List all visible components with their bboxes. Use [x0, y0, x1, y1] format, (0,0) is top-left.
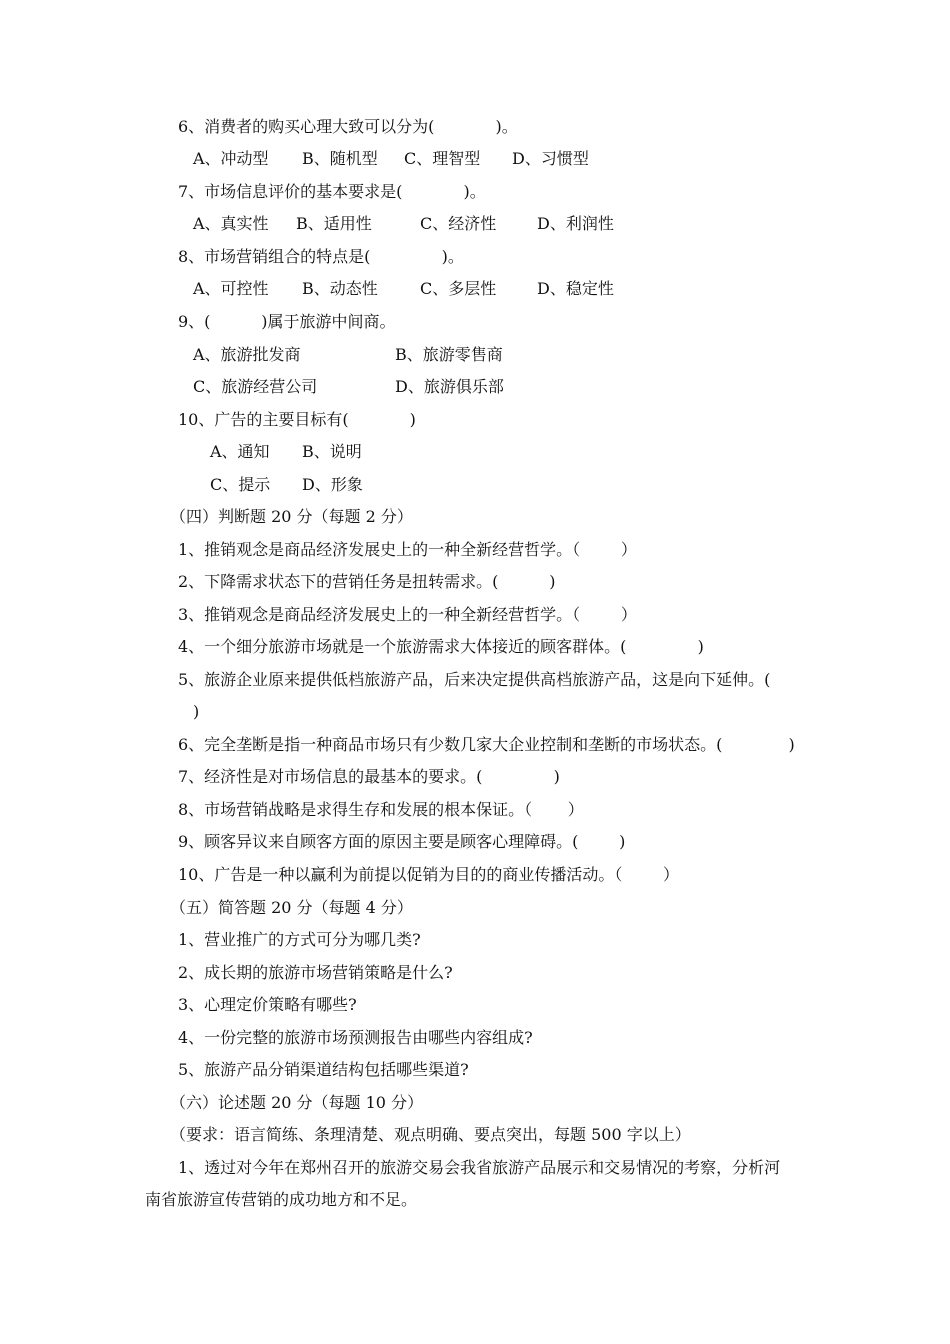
essay-item-1: 1、透过对今年在郑州召开的旅游交易会我省旅游产品展示和交易情况的考察，分析河 [178, 1158, 781, 1177]
short-answer-item-5: 5、旅游产品分销渠道结构包括哪些渠道? [178, 1060, 469, 1079]
option-c: C、理智型 [404, 149, 481, 168]
short-answer-item-1: 1、营业推广的方式可分为哪几类? [178, 930, 421, 949]
question-10-options-ab [0, 442, 950, 462]
option-a: A、可控性 [193, 279, 269, 298]
judge-item-1: 1、推销观念是商品经济发展史上的一种全新经营哲学。（ ） [178, 540, 637, 559]
judge-section-heading: （四）判断题 20 分（每题 2 分） [170, 507, 413, 526]
question-6: 6、消费者的购买心理大致可以分为( )。 [178, 117, 518, 136]
short-answer-item-3: 3、心理定价策略有哪些? [178, 995, 357, 1014]
option-a: A、通知 [210, 442, 270, 461]
judge-item-5-continued: ) [193, 702, 200, 721]
question-9-options-ab [0, 345, 950, 365]
essay-item-1-continued: 南省旅游宣传营销的成功地方和不足。 [145, 1190, 418, 1209]
option-b: B、动态性 [302, 279, 378, 298]
option-c: C、提示 [210, 475, 271, 494]
option-c: C、旅游经营公司 [193, 377, 318, 396]
option-d: D、旅游俱乐部 [395, 377, 504, 396]
question-8-options [0, 279, 950, 299]
option-b: B、说明 [302, 442, 362, 461]
option-b: B、随机型 [302, 149, 378, 168]
short-answer-item-2: 2、成长期的旅游市场营销策略是什么? [178, 963, 453, 982]
question-10: 10、广告的主要目标有( ) [178, 410, 416, 429]
option-d: D、习惯型 [512, 149, 589, 168]
option-a: A、冲动型 [193, 149, 269, 168]
option-c: C、经济性 [420, 214, 497, 233]
question-6-options [0, 149, 950, 169]
judge-item-6: 6、完全垄断是指一种商品市场只有少数几家大企业控制和垄断的市场状态。( ) [178, 735, 795, 754]
option-a: A、真实性 [193, 214, 269, 233]
option-d: D、稳定性 [537, 279, 614, 298]
question-7: 7、市场信息评价的基本要求是( )。 [178, 182, 486, 201]
option-d: D、形象 [302, 475, 363, 494]
question-8: 8、市场营销组合的特点是( )。 [178, 247, 464, 266]
option-c: C、多层性 [420, 279, 497, 298]
judge-item-7: 7、经济性是对市场信息的最基本的要求。( ) [178, 767, 560, 786]
question-9: 9、( )属于旅游中间商。 [178, 312, 396, 331]
option-b: B、旅游零售商 [395, 345, 503, 364]
judge-item-8: 8、市场营销战略是求得生存和发展的根本保证。（ ） [178, 800, 584, 819]
judge-item-2: 2、下降需求状态下的营销任务是扭转需求。( ) [178, 572, 556, 591]
judge-item-4: 4、一个细分旅游市场就是一个旅游需求大体接近的顾客群体。( ) [178, 637, 704, 656]
judge-item-5: 5、旅游企业原来提供低档旅游产品，后来决定提供高档旅游产品，这是向下延伸。( [178, 670, 771, 689]
short-answer-section-heading: （五）简答题 20 分（每题 4 分） [170, 898, 413, 917]
option-a: A、旅游批发商 [193, 345, 301, 364]
question-7-options [0, 214, 950, 234]
option-d: D、利润性 [537, 214, 614, 233]
judge-item-10: 10、广告是一种以赢利为前提以促销为目的的商业传播活动。（ ） [178, 865, 680, 884]
essay-requirement: （要求：语言简练、条理清楚、观点明确、要点突出，每题 500 字以上） [170, 1125, 691, 1144]
judge-item-3: 3、推销观念是商品经济发展史上的一种全新经营哲学。（ ） [178, 605, 637, 624]
judge-item-9: 9、顾客异议来自顾客方面的原因主要是顾客心理障碍。( ) [178, 832, 626, 851]
short-answer-item-4: 4、一份完整的旅游市场预测报告由哪些内容组成? [178, 1028, 533, 1047]
essay-section-heading: （六）论述题 20 分（每题 10 分） [170, 1093, 424, 1112]
question-10-options-cd [0, 475, 950, 495]
option-b: B、适用性 [296, 214, 372, 233]
question-9-options-cd [0, 377, 950, 397]
